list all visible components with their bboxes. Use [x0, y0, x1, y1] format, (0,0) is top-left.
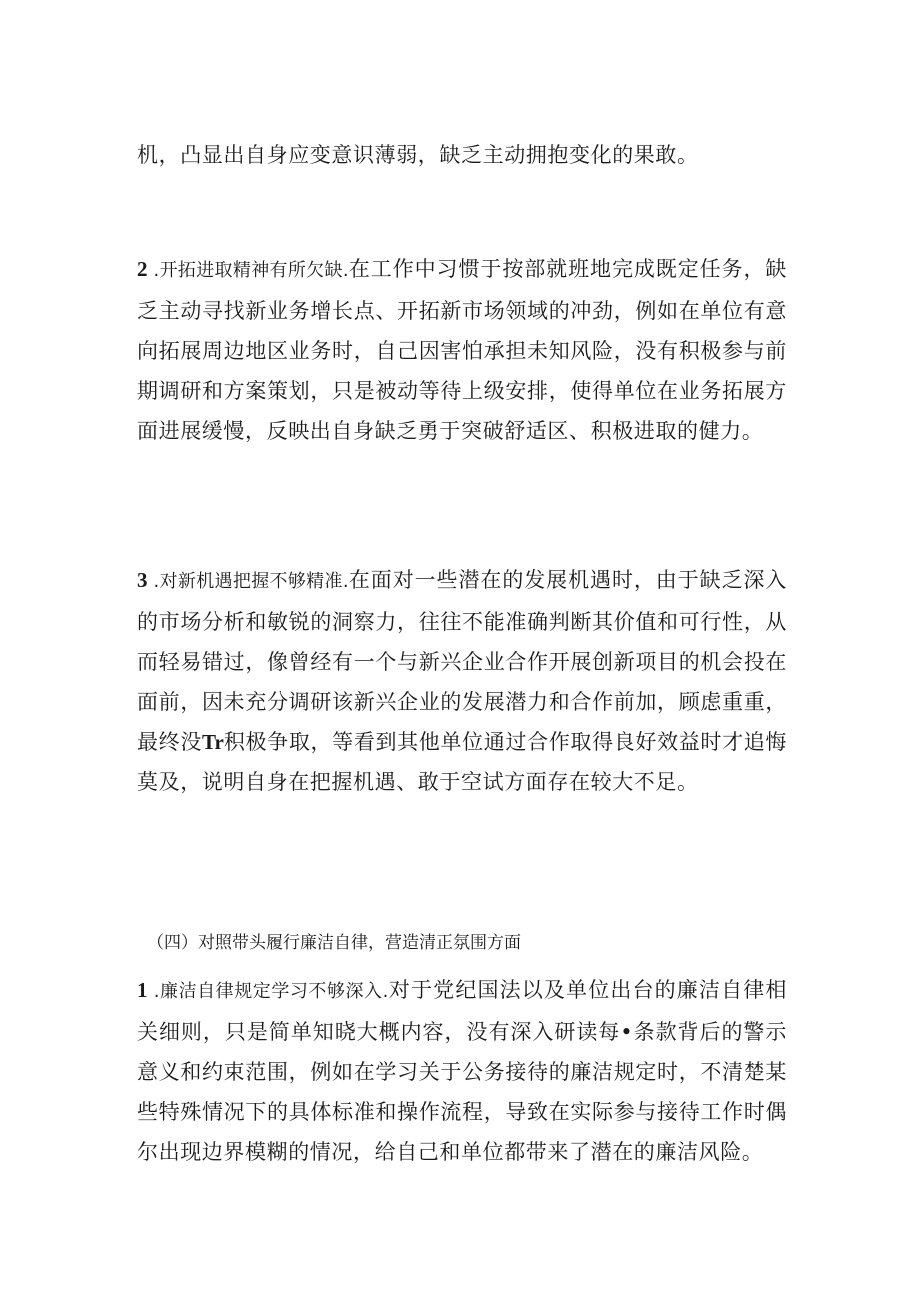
paragraph-text: 对于党纪国法以及单位出台的廉洁自律相关细则，只是简单知晓大概内容，没有深入研读每•条款背后的警示意义和约束范围，例如在学习关于公务接待的廉洁规定时，不清楚某些特殊情况下的具体标准和操作流程，导致在实际参与接待工作时偶尔出现边界模糊的情况，给自己和单位都带来了潜在的廉洁风险。	[137, 978, 787, 1164]
item-number: 1	[137, 978, 148, 1002]
paragraph-continuation	[137, 135, 787, 175]
paragraph-text: 积极争取，等看到其他单位通过合作取得良好效益时才追悔莫及，说明自身在把握机遇、敢于空试方面存在较大不足。	[137, 730, 787, 794]
paragraph-item-2	[137, 249, 787, 451]
item-number: 2	[137, 257, 148, 281]
item-lead-heading: .对新机遇把握不够精准.	[147, 571, 349, 592]
item-number: 3	[137, 568, 148, 592]
paragraph-text: 机，凸显出自身应变意识薄弱，缺乏主动拥抱变化的果敢。	[137, 143, 699, 167]
paragraph-text: 在面对一些潜在的发展机遇时，由于缺乏深入的市场分析和敏锐的洞察力，往往不能准确判断其价值和可行性，从而轻易错过，像曾经有一个与新兴企业合作开展创新项目的机会投在面前，因未充分调研该新兴企业的发展潜力和合作前加，顾虑重重，最终没	[137, 568, 787, 754]
paragraph-item-1	[137, 970, 787, 1172]
paragraph-text: 在工作中习惯于按部就班地完成既定任务，缺乏主动寻找新业务增长点、开拓新市场领域的冲劲，例如在单位有意向拓展周边地区业务时，自己因害怕承担未知风险，没有积极参与前期调研和方案策划，只是被动等待上级安排，使得单位在业务拓展方面进展缓慢，反映出自身缺乏勇于突破舒适区、积极进取的健力。	[137, 257, 787, 443]
section-heading: （四）对照带头履行廉洁自律，营造清正氛围方面	[147, 933, 521, 953]
item-lead-heading: .开拓进取精神有所欠缺.	[147, 260, 349, 281]
paragraph-text-bold: Tr	[202, 730, 224, 754]
paragraph-item-3	[137, 560, 787, 802]
item-lead-heading: .廉洁自律规定学习不够深入.	[147, 981, 389, 1002]
